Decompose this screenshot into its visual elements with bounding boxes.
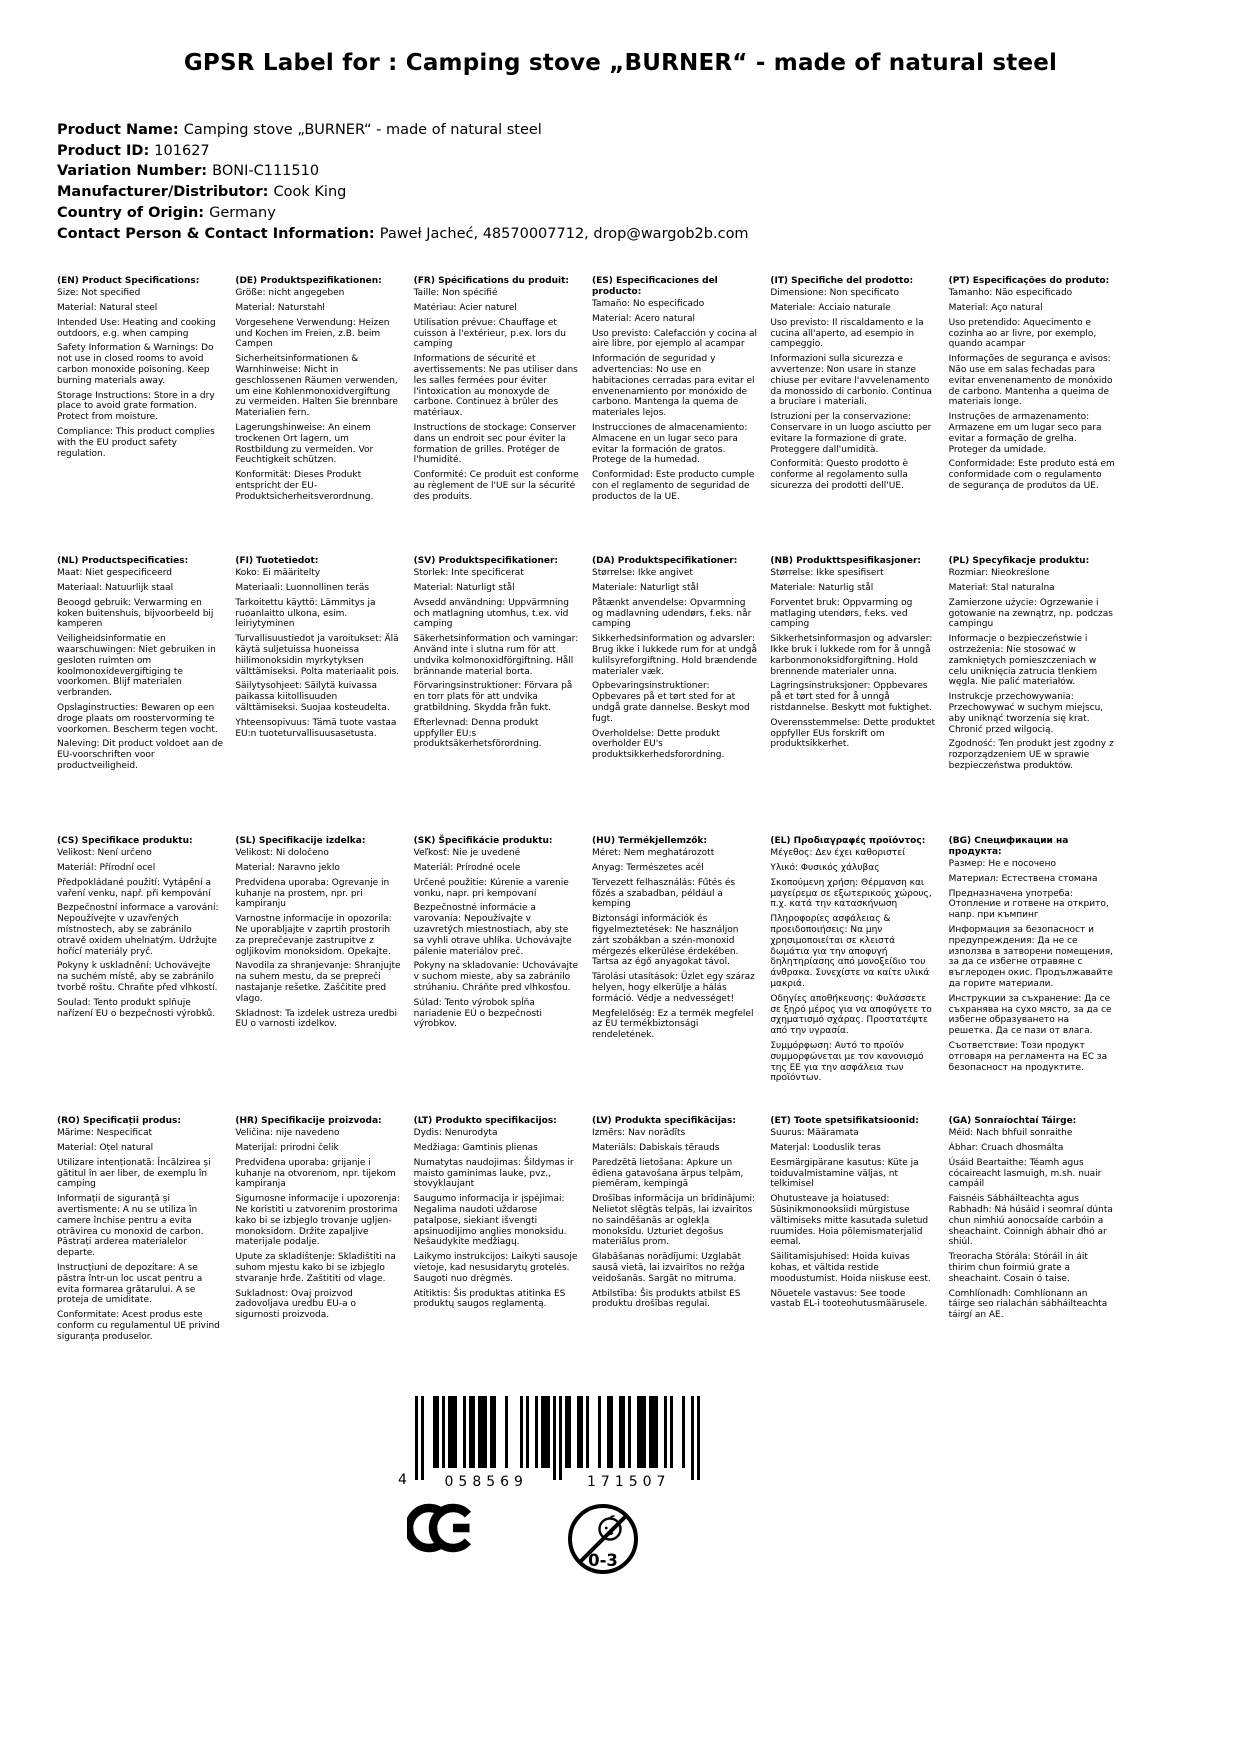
spec-paragraph: Biztonsági információk és figyelmeztetések: Ne használjon zárt szobákban a szén-monoxid mérgezés elkerülése érdekében. Tartsa az égő anyagokat távol. [591,914,739,968]
spec-paragraph: Informații de siguranță și avertismente: A nu se utiliza în camere închise pentru a evita otrăvirea cu monoxid de carbon. Păstrați arderea materialelor departe. [57,1194,204,1259]
barcode-bar [442,1396,445,1468]
spec-paragraph: Påtænkt anvendelse: Opvarmning og madlavning udendørs, f.eks. når camping [591,597,752,630]
barcode-bar [568,1396,571,1468]
spec-paragraph: Forventet bruk: Oppvarming og matlaging utendørs, f.eks. ved camping [770,597,913,630]
symbols-row [407,1502,1241,1576]
spec-paragraph: Informações de segurança e avisos: Não use em salas fechadas para evitar envenenamento de monóxido de carbono. Mantenha a queima de materiais longe. [948,354,1113,408]
spec-paragraph: Varnostne informacije in opozorila: Ne uporabljajte v zaprtih prostorih za preprečevanje zastrupitve z ogljikovim monoksidom. Opekajte. [235,914,392,957]
language-grid [57,276,1115,1396]
product-info-line [57,161,1241,182]
spec-paragraph: Pokyny k uskladnění: Uchovávejte na suchém místě, aby se zabránilo tvorbě roštu. Chraňte před vlhkostí. [57,961,218,993]
language-block-fr [414,276,580,556]
spec-paragraph: Material: Naturligt stål [413,583,515,593]
spec-paragraph: Storage Instructions: Store in a dry place to avoid grate formation. Protect from moisture. [57,390,215,423]
language-heading: (PT) Especificações do produto: [948,276,1110,287]
spec-paragraph: Súlad: Tento výrobok spĺňa nariadenie EÚ o bezpečnosti výrobkov. [413,997,543,1030]
spec-paragraph: Určené použitie: Kúrenie a varenie vonku, napr. pri kempovaní [413,877,569,899]
spec-paragraph: Saugumo informacija ir įspėjimai: Negalima naudoti uždarose patalpose, siekiant išvengti apsinuodijimo anglies monoksidu. Nešaudykite medžiagų. [413,1194,567,1248]
barcode-bar [691,1396,694,1480]
spec-paragraph: Velikost: Ni določeno [235,848,329,859]
product-info-line [57,141,1241,162]
spec-paragraph: Treoracha Stórála: Stóráil in áit thirim chun foirmiú grate a sheachaint. Cosain ó taise. [948,1252,1088,1284]
spec-paragraph: Avsedd användning: Uppvärmning och matlagning utomhus, t.ex. vid camping [413,597,569,630]
spec-paragraph: Størrelse: Ikke angivet [591,568,693,579]
barcode-bar [697,1396,700,1480]
spec-paragraph: Säilytysohjeet: Säilytä kuivassa paikassa kiitollisuuden välttämiseksi. Suojaa kosteudelta. [235,681,390,713]
barcode-bar [436,1396,439,1468]
barcode-bar [553,1396,556,1480]
barcode-bar [649,1396,652,1468]
baby-eye-left [605,1527,608,1530]
spec-paragraph: Materiał: Stal naturalna [948,583,1055,593]
spec-paragraph: Materiál: Prírodné ocele [413,863,521,873]
language-heading: (ES) Especificaciones del producto: [591,276,718,298]
spec-paragraph: Compliance: This product complies with the EU product safety regulation. [57,426,215,459]
spec-paragraph: Sigurnosne informacije i upozorenja: Ne koristiti u zatvorenim prostorima kako bi se izbjeglo trovanje ugljen-monoksidom. Držite zapaljive materijale podalje. [235,1194,400,1248]
spec-paragraph: Konformität: Dieses Produkt entspricht der EU-Produktsicherheitsverordnung. [235,470,374,502]
product-info-line [57,224,1241,245]
spec-paragraph: Materiál: Přírodní ocel [57,863,156,873]
spec-paragraph: Soulad: Tento produkt splňuje nařízení EU o bezpečnosti výrobků. [57,997,216,1019]
spec-paragraph: Mărime: Nespecificat [57,1128,152,1139]
spec-paragraph: Sicherheitsinformationen & Warnhinweise: Nicht in geschlossenen Räumen verwenden, um eine Kohlenmonoxidvergiftung zu vermeiden. Halten Sie brennbare Materialien fern. [235,354,398,419]
spec-paragraph: Μέγεθος: Δεν έχει καθοριστεί [770,848,906,859]
spec-paragraph: Οδηγίες αποθήκευσης: Φυλάσσετε σε ξηρό μέρος για να αποφύγετε το σχηματισμό σχάρας. Προστατέψτε από την υγρασία. [770,993,932,1037]
barcode-bar [415,1396,418,1480]
spec-paragraph: Πληροφορίες ασφάλειας & προειδοποιήσεις: Να μην χρησιμοποιείται σε κλειστά δωμάτια για την αποφυγή δηλητηρίασης από μονοξείδιο του άνθρακα. Συνεχίστε να καίτε υλικά μακριά. [770,914,930,989]
language-block-fi [235,556,401,836]
barcode-bar [490,1396,493,1468]
language-heading: (NB) Produkttspesifikasjoner: [770,556,921,567]
spec-paragraph: Sikkerhedsinformation og advarsler: Brug ikke i lukkede rum for at undgå kulilsyreforgiftning. Hold brændende materialer væk. [591,634,757,677]
language-heading: (BG) Спецификации на продукта: [948,836,1069,858]
spec-paragraph: Istruzioni per la conservazione: Conservare in un luogo asciutto per evitare la formazione di grate. Proteggere dall'umidità. [770,412,932,455]
language-heading: (HU) Termékjellemzők: [591,836,707,847]
language-block-et [770,1116,936,1396]
language-block-es [592,276,758,556]
barcode-bar [535,1396,538,1468]
barcode-bar [541,1396,544,1468]
spec-paragraph: Инструкции за съхранение: Да се съхранява на сухо място, за да се избегне образуването на решетка. Да се пази от влага. [948,993,1112,1037]
spec-paragraph: Utilisation prévue: Chauffage et cuisson à l'extérieur, p.ex. lors du camping [413,317,566,350]
product-info-line [57,182,1241,203]
spec-paragraph: Ohutusteave ja hoiatused: Süsinikmonooksiidi mürgistuse vältimiseks mitte kasutada suletud ruumides. Hoia põlemismaterjalid eemal. [770,1194,929,1248]
spec-paragraph: Nõuetele vastavus: See toode vastab EL-i tooteohutusmäärusele. [770,1288,928,1310]
language-heading: (FI) Tuotetiedot: [235,556,319,567]
barcode-bar [454,1396,457,1468]
ce-mark-icon [407,1502,471,1554]
language-heading: (SV) Produktspecifikationer: [413,556,558,567]
language-block-sl [235,836,401,1116]
spec-paragraph: Materiaali: Luonnollinen teräs [235,583,370,593]
spec-paragraph: Megfelelőség: Ez a termék megfelel az EU termékbiztonsági rendeletének. [591,1008,754,1041]
spec-paragraph: Tárolási utasítások: Üzlet egy száraz helyen, hogy elkerülje a hálás formáció. Védje a nedvességet! [591,972,755,1004]
spec-paragraph: Conformità: Questo prodotto è conforme al regolamento sulla sicurezza dei prodotti dell'UE. [770,459,909,491]
language-block-pl [949,556,1115,836]
language-heading: (DE) Produktspezifikationen: [235,276,382,287]
barcode-digits [415,1474,700,1490]
spec-paragraph: Predviđena uporaba: grijanje i kuhanje na otvorenom, npr. tijekom kampiranja [235,1157,396,1190]
spec-paragraph: Paredzētā lietošana: Apkure un ēdiena gatavošana ārpus telpām, piemēram, kempingā [591,1157,744,1190]
spec-paragraph: Materiāls: Dabiskais tērauds [591,1143,720,1153]
product-info-label: Manufacturer/Distributor: [57,184,274,201]
spec-paragraph: Instrucțiuni de depozitare: A se păstra într-un loc uscat pentru a evita formarea grătarului. A se proteja de umiditate. [57,1262,203,1306]
language-block-cs [57,836,223,1116]
product-info-value: Camping stove „BURNER“ - made of natural steel [183,122,542,138]
spec-paragraph: Bezpečnostní informace a varování: Nepoužívejte v uzavřených místnostech, aby se zabránilo otravě oxidem uhelnatým. Udržujte hořící materiály pryč. [57,903,219,957]
spec-paragraph: Material: Naturstahl [235,303,325,313]
spec-paragraph: Opslaginstructies: Bewaren op een droge plaats om roostervorming te voorkomen. Bescherm tegen vocht. [57,702,218,735]
spec-paragraph: Izmērs: Nav norādīts [591,1128,686,1139]
barcode-first-digit: 4 [398,1472,407,1489]
barcode-bar [463,1396,466,1468]
spec-paragraph: Material: Natural steel [57,303,158,313]
spec-paragraph: Förvaringsinstruktioner: Förvara på en torr plats för att undvika gratbildning. Skydda från fukt. [413,681,573,713]
spec-paragraph: Συμμόρφωση: Αυτό το προϊόν συμμορφώνεται με τον κανονισμό της ΕΕ για την ασφάλεια των προϊόντων. [770,1040,924,1084]
barcode-bar [610,1396,613,1468]
product-info-label: Variation Number: [57,163,213,180]
spec-paragraph: Tamaño: No especificado [591,299,705,309]
spec-paragraph: Materiale: Acciaio naturale [770,303,891,313]
barcode-bar [607,1396,610,1468]
spec-paragraph: Suurus: Määramata [770,1128,859,1139]
spec-paragraph: Upute za skladištenje: Skladištiti na suhom mjestu kako bi se izbjeglo stvaranje hrđe. Zaštititi od vlage. [235,1252,396,1284]
spec-paragraph: Méret: Nem meghatározott [591,848,715,859]
spec-paragraph: Pokyny na skladovanie: Uchovávajte v suchom mieste, aby sa zabránilo strúhaniu. Chráňte pred vlhkosťou. [413,961,579,993]
spec-paragraph: Material: Aço natural [948,303,1043,313]
language-block-nb [770,556,936,836]
language-heading: (CS) Specifikace produktu: [57,836,193,847]
spec-paragraph: Veličina: nije navedeno [235,1128,340,1139]
spec-paragraph: Σκοπούμενη χρήση: Θέρμανση και μαγείρεμα σε εξωτερικούς χώρους, π.χ. κατά την κατασκήνωση [770,877,932,910]
barcode-bar [493,1396,496,1468]
spec-paragraph: Размер: Не е посочено [948,859,1056,869]
barcode-bar [580,1396,583,1468]
spec-paragraph: Zamierzone użycie: Ogrzewanie i gotowanie na zewnątrz, np. podczas campingu [948,597,1113,630]
spec-paragraph: Méid: Nach bhfuil sonraithe [948,1128,1073,1139]
barcode-bar [547,1396,550,1468]
spec-paragraph: Drošības informācija un brīdinājumi: Nelietot slēgtās telpās, lai izvairītos no saindēšanās ar oglekļa monoksīdu. Uzturiet degošus materiālus prom. [591,1194,756,1248]
spec-paragraph: Maat: Niet gespecificeerd [57,568,172,579]
language-heading: (GA) Sonraíochtaí Táirge: [948,1116,1077,1127]
barcode-left-group: 058569 [444,1474,528,1491]
spec-paragraph: Informazioni sulla sicurezza e avvertenze: Non usare in stanze chiuse per evitare l'avvelenamento da monossido di carbonio. Continua a bruciare i materiali. [770,354,933,408]
language-block-da [592,556,758,836]
barcode-bar [505,1396,508,1468]
barcode-bar [544,1396,547,1468]
barcode-bar [619,1396,622,1468]
barcode-bar [433,1396,436,1468]
spec-paragraph: Instrukcje przechowywania: Przechowywać w suchym miejscu, aby uniknąć tworzenia się krat. Chronić przed wilgocią. [948,692,1104,735]
barcode-bar [481,1396,484,1468]
language-block-de [235,276,401,556]
spec-paragraph: Utilizare intenționată: Încălzirea și gătitul în aer liber, de exemplu în camping [57,1157,211,1190]
product-info [57,120,1241,244]
spec-paragraph: Vorgesehene Verwendung: Heizen und Kochen im Freien, z.B. beim Campen [235,317,390,350]
spec-paragraph: Ábhar: Cruach dhosmálta [948,1143,1064,1153]
spec-paragraph: Tervezett felhasználás: Fűtés és főzés a szabadban, például a kemping [591,877,736,910]
spec-paragraph: Informacje o bezpieczeństwie i ostrzeżenia: Nie stosować w zamkniętych pomieszczeniach w celu uniknięcia zatrucia tlenkiem węgla. Nie palić materiałów. [948,634,1098,688]
spec-paragraph: Opbevaringsinstruktioner: Opbevares på et tørt sted for at undgå grate dannelse. Beskyt mod fugt. [591,681,750,724]
barcode-bar [637,1396,640,1468]
barcode-bar [577,1396,580,1468]
barcode-bar [598,1396,601,1468]
spec-paragraph: Conformitate: Acest produs este conform cu regulamentul UE privind siguranța produselor. [57,1310,220,1342]
spec-paragraph: Taille: Non spécifié [413,288,498,299]
product-info-label: Product Name: [57,122,184,138]
spec-paragraph: Materiale: Naturligt stål [591,583,699,593]
product-info-value: 101627 [154,142,210,159]
spec-paragraph: Uso pretendido: Aquecimento e cozinha ao ar livre, por exemplo, quando acampar [948,317,1097,350]
language-block-bg [949,836,1115,1116]
spec-paragraph: Instructions de stockage: Conserver dans un endroit sec pour éviter la formation de grilles. Protéger de l'humidité. [413,422,576,466]
spec-paragraph: Turvallisuustiedot ja varoitukset: Älä käytä suljetuissa huoneissa hiilimonoksidin myrkytyksen välttämiseksi. Polta materiaalit pois. [235,634,400,677]
spec-paragraph: Navodila za shranjevanje: Shranjujte na suhem mestu, da se prepreči nastajanje rešetke. Zaščitite pred vlago. [235,961,401,1004]
spec-paragraph: Úsáid Beartaithe: Téamh agus cócaireacht lasmuigh, m.sh. nuair campáil [948,1157,1102,1190]
spec-paragraph: Lagringsinstruksjoner: Oppbevares på et tørt sted for å unngå ristdannelse. Beskytt mot fuktighet. [770,681,933,713]
language-heading: (NL) Productspecificaties: [57,556,189,567]
spec-paragraph: Bezpečnostné informácie a varovania: Nepoužívajte v uzavretých miestnostiach, aby ste sa vyhli otrave uhlíka. Uchovávajte pálenie materiálov preč. [413,903,572,957]
spec-paragraph: Información de seguridad y advertencias: No use en habitaciones cerradas para evitar el envenenamiento por monóxido de carbono. Mantenga la quema de materiales lejos. [591,354,755,419]
spec-paragraph: Conformité: Ce produit est conforme au règlement de l'UE sur la sécurité des produits. [413,470,579,502]
language-heading: (LT) Produkto specifikacijos: [413,1116,557,1127]
spec-paragraph: Koko: Ei määritelty [235,568,321,579]
spec-paragraph: Velikost: Není určeno [57,848,152,859]
spec-paragraph: Safety Information & Warnings: Do not use in closed rooms to avoid carbon monoxide poisoning. Keep burning materials away. [57,343,214,386]
spec-paragraph: Veiligheidsinformatie en waarschuwingen: Niet gebruiken in gesloten ruimten om koolmonoxidevergiftiging te voorkomen. Blijf materialen verbranden. [57,634,216,699]
language-heading: (SK) Špecifikácie produktu: [413,836,553,847]
spec-paragraph: Laikymo instrukcijos: Laikyti sausoje vietoje, kad nesusidarytų grotelės. Saugoti nuo drėgmės. [413,1252,578,1284]
product-info-value: BONI-C111510 [212,163,320,180]
spec-paragraph: Materiale: Naturlig stål [770,583,874,593]
spec-paragraph: Yhteensopivuus: Tämä tuote vastaa EU:n tuoteturvallisuusasetusta. [235,717,397,739]
bottom-block [395,1396,1241,1576]
language-heading: (EN) Product Specifications: [57,276,200,287]
product-info-value: Cook King [273,184,347,201]
language-heading: (ET) Toote spetsifikatsioonid: [770,1116,919,1127]
spec-paragraph: Predvidena uporaba: Ogrevanje in kuhanje na prostem, npr. pri kampiranju [235,877,390,910]
spec-paragraph: Materiaal: Natuurlijk staal [57,583,174,593]
language-block-lt [414,1116,580,1396]
age-warning-text: 0-3 [588,1551,618,1571]
barcode-bar [469,1396,472,1468]
barcode-bar [451,1396,454,1468]
spec-paragraph: Medžiaga: Gamtinis plienas [413,1143,538,1153]
language-heading: (EL) Προδιαγραφές προϊόντος: [770,836,926,847]
barcode-bars-icon [415,1396,700,1482]
spec-paragraph: Atbilstība: Šis produkts atbilst ES produktu drošības regulai. [591,1288,741,1310]
barcode-bar [478,1396,481,1468]
spec-paragraph: Съответствие: Този продукт отговаря на регламента на ЕС за безопасност на продуктите. [948,1040,1108,1073]
spec-paragraph: Größe: nicht angegeben [235,288,345,299]
language-block-ro [57,1116,223,1396]
barcode-bar [622,1396,625,1468]
spec-paragraph: Beoogd gebruik: Verwarming en koken buitenshuis, bijvoorbeeld bij kamperen [57,597,214,630]
spec-paragraph: Size: Not specified [57,288,141,299]
spec-paragraph: Intended Use: Heating and cooking outdoors, e.g. when camping [57,317,216,339]
language-heading: (LV) Produkta specifikācijas: [591,1116,736,1127]
spec-paragraph: Matériau: Acier naturel [413,303,517,313]
product-info-label: Contact Person & Contact Information: [57,225,380,242]
spec-paragraph: Conformidad: Este producto cumple con el reglamento de seguridad de productos de la UE. [591,470,755,502]
language-block-el [770,836,936,1116]
barcode-bar [421,1396,424,1480]
barcode-bar [484,1396,487,1468]
language-heading: (DA) Produktspecifikationer: [591,556,738,567]
spec-paragraph: Предназначена употреба: Отопление и готвене на открито, напр. при къмпинг [948,888,1109,921]
spec-paragraph: Storlek: Inte specificerat [413,568,524,579]
barcode-bar [655,1396,658,1468]
product-info-label: Country of Origin: [57,204,210,221]
product-info-value: Germany [209,204,276,221]
spec-paragraph: Glabāšanas norādījumi: Uzglabāt sausā vietā, lai izvairītos no režģa veidošanās. Sargāt no mitruma. [591,1252,745,1284]
spec-paragraph: Materijal: prirodni čelik [235,1143,339,1153]
spec-paragraph: Overensstemmelse: Dette produktet oppfyller EUs forskrift om produktsikkerhet. [770,717,936,750]
spec-paragraph: Instruções de armazenamento: Armazene em um lugar seco para evitar a formação de grelha. Proteger da umidade. [948,412,1102,455]
barcode-bar [652,1396,655,1468]
spec-paragraph: Eesmärgipärane kasutus: Küte ja toiduvalmistamine väljas, nt telkimisel [770,1157,919,1190]
spec-paragraph: Информация за безопасност и предупреждения: Да не се използва в затворени помещения, за да се избегне отравяне с въглероден окис. Продължавайте да горите материали. [948,924,1114,989]
page-title: GPSR Label for : Camping stove „BURNER“ - made of natural steel [183,50,1058,76]
language-block-nl [57,556,223,836]
barcode-bar [565,1396,568,1468]
language-block-hr [235,1116,401,1396]
spec-paragraph: Material: Acero natural [591,313,695,324]
spec-paragraph: Rozmiar: Nieokreślone [948,568,1050,579]
product-info-line [57,120,1241,141]
spec-paragraph: Uso previsto: Il riscaldamento e la cucina all'aperto, ad esempio in campeggio. [770,317,924,350]
spec-paragraph: Sikkerhetsinformasjon og advarsler: Ikke bruk i lukkede rom for å unngå karbonmonoksidforgiftning. Hold brennende materialer unna. [770,634,933,677]
language-block-en [57,276,223,556]
barcode-bar [664,1396,667,1468]
spec-paragraph: Материал: Естествена стомана [948,873,1098,884]
spec-paragraph: Säilitamisjuhised: Hoida kuivas kohas, et vältida restide moodustumist. Hoida niiskuse eest. [770,1252,931,1284]
language-block-pt [949,276,1115,556]
baby-face-icon [600,1519,621,1540]
spec-paragraph: Tarkoitettu käyttö: Lämmitys ja ruoanlaitto ulkona, esim. leiriytyminen [235,597,376,630]
spec-paragraph: Overholdelse: Dette produkt overholder EU's produktsikkerhedsforordning. [591,728,725,761]
spec-paragraph: Säkerhetsinformation och varningar: Använd inte i slutna rum för att undvika kolmonoxidförgiftning. Håll brännande material borta. [413,634,579,677]
spec-paragraph: Uso previsto: Calefacción y cocina al aire libre, por ejemplo al acampar [591,328,757,350]
barcode-bar [472,1396,475,1468]
ean-barcode [398,1396,700,1491]
spec-paragraph: Numatytas naudojimas: Šildymas ir maisto gaminimas lauke, pvz., stovyklaujant [413,1157,574,1190]
language-block-lv [592,1116,758,1396]
barcode-bar [526,1396,529,1468]
language-heading: (HR) Specifikacije proizvoda: [235,1116,382,1127]
language-block-sv [414,556,580,836]
language-block-it [770,276,936,556]
spec-paragraph: Skladnost: Ta izdelek ustreza uredbi EU o varnosti izdelkov. [235,1008,398,1030]
barcode-bar [670,1396,673,1468]
language-heading: (SL) Specifikacije izdelka: [235,836,366,847]
product-info-line [57,203,1241,224]
spec-paragraph: Zgodność: Ten produkt jest zgodny z rozporządzeniem UE w sprawie bezpieczeństwa produktów. [948,739,1114,771]
spec-paragraph: Faisnéis Sábháilteachta agus Rabhadh: Ná húsáid i seomraí dúnta chun nimhiú aonocsaíde carbóin a sheachaint. Coinnigh ábhair dhó ar shiúl. [948,1194,1113,1248]
spec-paragraph: Naleving: Dit product voldoet aan de EU-voorschriften voor productveiligheid. [57,739,224,771]
barcode-bar [448,1396,451,1468]
language-heading: (FR) Spécifications du produit: [413,276,569,287]
language-block-ga [949,1116,1115,1396]
spec-paragraph: Instrucciones de almacenamiento: Almacene en un lugar seco para evitar la formación de gratos. Protege de la humedad. [591,422,748,466]
spec-paragraph: Tamanho: Não especificado [948,288,1073,299]
spec-paragraph: Material: Naravno jeklo [235,863,340,873]
age-warning-icon [566,1502,640,1576]
spec-paragraph: Materjal: Looduslik teras [770,1143,881,1153]
spec-paragraph: Υλικό: Φυσικός χάλυβας [770,863,880,873]
spec-paragraph: Informations de sécurité et avertissements: Ne pas utiliser dans les salles fermées pour éviter l'intoxication au monoxyde de carbone. Continuez à brûler des matériaux. [413,354,578,419]
spec-paragraph: Dydis: Nenurodyta [413,1128,498,1139]
language-heading: (RO) Specificații produs: [57,1116,181,1127]
language-block-hu [592,836,758,1116]
barcode-bar [682,1396,685,1468]
spec-paragraph: Comhlíonadh: Comhlíonann an táirge seo rialachán sábháilteachta táirgí an AE. [948,1288,1108,1321]
spec-paragraph: Veľkosť: Nie je uvedené [413,848,521,859]
spec-paragraph: Atitiktis: Šis produktas atitinka ES produktų saugos reglamentą. [413,1288,566,1310]
spec-paragraph: Sukladnost: Ovaj proizvod zadovoljava uredbu EU-a o sigurnosti proizvoda. [235,1288,356,1321]
spec-paragraph: Material: Oțel natural [57,1143,154,1153]
product-info-label: Product ID: [57,142,155,159]
barcode-bar [628,1396,631,1468]
barcode-right-group: 171507 [587,1474,671,1491]
spec-paragraph: Dimensione: Non specificato [770,288,899,299]
product-info-value: Paweł Jacheć, 48570007712, drop@wargob2b.com [379,225,749,242]
language-heading: (IT) Specifiche del prodotto: [770,276,914,287]
spec-paragraph: Lagerungshinweise: An einem trockenen Ort lagern, um Rostbildung zu vermeiden. Vor Feuchtigkeit schützen. [235,422,374,466]
barcode-bar [586,1396,589,1468]
barcode-bar [520,1396,523,1468]
spec-paragraph: Efterlevnad: Denna produkt uppfyller EU:s produktsäkerhetsförordning. [413,717,542,750]
language-heading: (PL) Specyfikacje produktu: [948,556,1090,567]
spec-paragraph: Předpokládané použití: Vytápění a vaření venku, např. při kempování [57,877,211,899]
spec-paragraph: Størrelse: Ikke spesifisert [770,568,884,579]
spec-paragraph: Anyag: Természetes acél [591,863,704,873]
barcode-bar [559,1396,562,1480]
barcode-bar [643,1396,646,1468]
spec-paragraph: Conformidade: Este produto está em conformidade com o regulamento de segurança de produtos da UE. [948,459,1115,491]
language-block-sk [414,836,580,1116]
barcode-bar [640,1396,643,1468]
